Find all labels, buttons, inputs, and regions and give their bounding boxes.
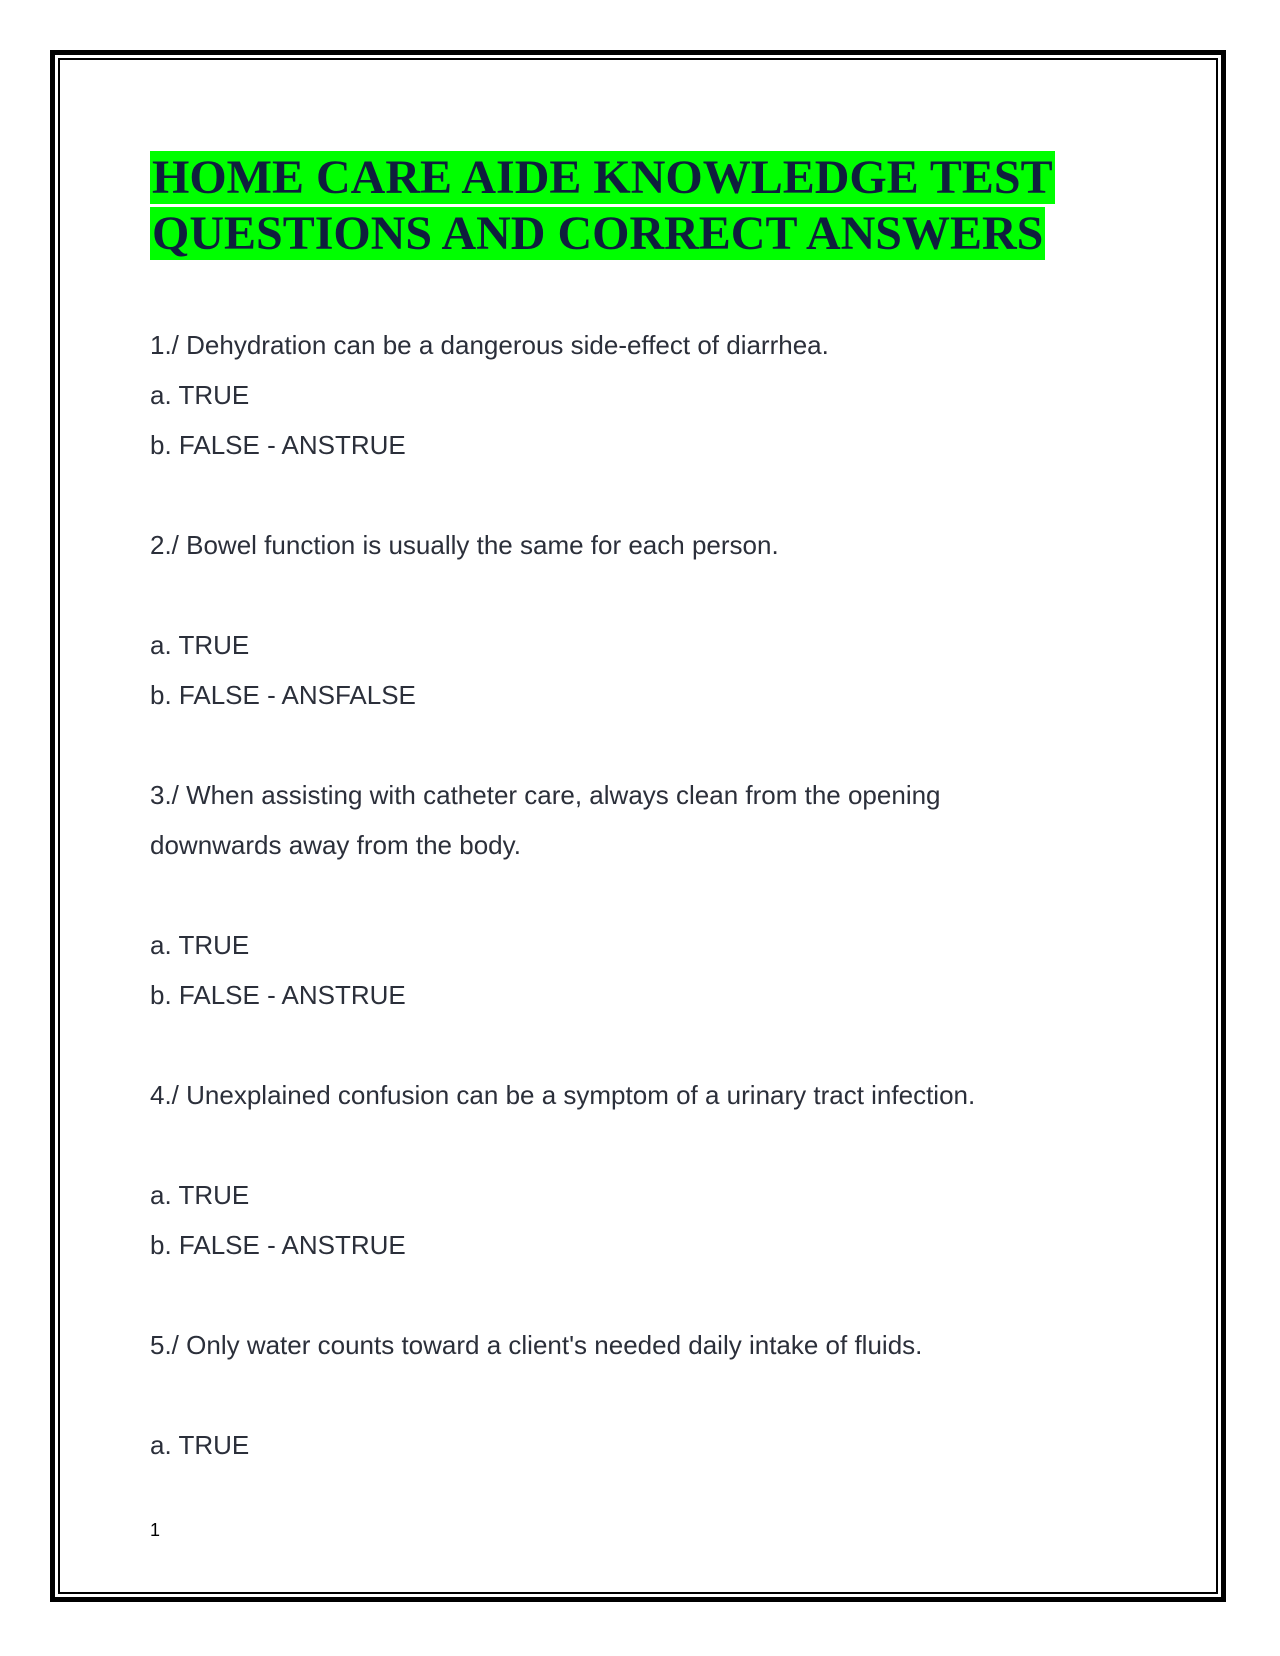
question-text: 1./ Dehydration can be a dangerous side-effect of diarrhea. — [150, 330, 829, 360]
question-list — [150, 320, 1110, 1470]
title-line-2: QUESTIONS AND CORRECT ANSWERS — [152, 207, 1044, 260]
title-line-1: HOME CARE AIDE KNOWLEDGE TEST — [152, 151, 1053, 204]
page-number: 1 — [150, 1520, 161, 1540]
option-b-answer: b. FALSE - ANSFALSE — [150, 680, 416, 710]
option-a: a. TRUE — [150, 380, 250, 410]
question-3 — [150, 770, 1110, 1020]
option-a: a. TRUE — [150, 930, 250, 960]
option-b-answer: b. FALSE - ANSTRUE — [150, 430, 406, 460]
question-1 — [150, 320, 1110, 470]
question-text: 4./ Unexplained confusion can be a symptom of a urinary tract infection. — [150, 1080, 976, 1110]
option-a: a. TRUE — [150, 1430, 250, 1460]
question-text: 5./ Only water counts toward a client's needed daily intake of fluids. — [150, 1330, 923, 1360]
question-4 — [150, 1070, 1110, 1270]
option-b-answer: b. FALSE - ANSTRUE — [150, 1230, 406, 1260]
question-text: 2./ Bowel function is usually the same for each person. — [150, 530, 779, 560]
option-a: a. TRUE — [150, 1180, 250, 1210]
option-a: a. TRUE — [150, 630, 250, 660]
question-5 — [150, 1320, 1110, 1470]
document-title — [150, 150, 1110, 262]
question-text: 3./ When assisting with catheter care, always clean from the opening — [150, 780, 941, 810]
option-b-answer: b. FALSE - ANSTRUE — [150, 980, 406, 1010]
document-content — [150, 150, 1110, 1470]
question-2 — [150, 520, 1110, 720]
question-text-continued: downwards away from the body. — [150, 830, 521, 860]
